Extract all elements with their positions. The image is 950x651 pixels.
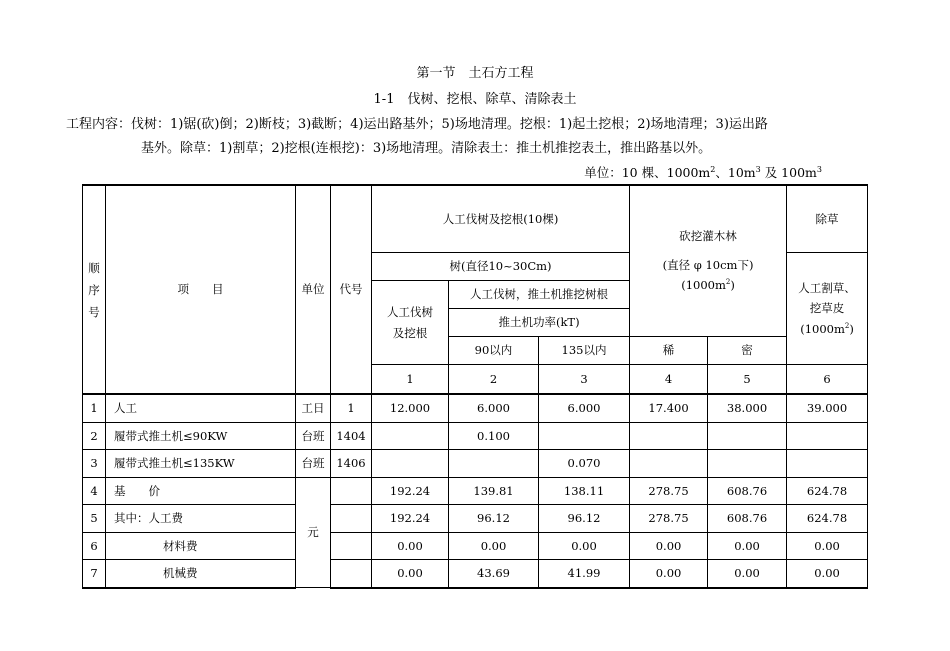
row-value <box>630 422 708 450</box>
row-seq: 2 <box>83 422 106 450</box>
header-group-tree: 人工伐树及挖根(10棵) <box>372 185 630 253</box>
header-manual-dozer: 人工伐树，推土机推挖树根 <box>449 281 630 309</box>
row-value <box>787 422 868 450</box>
row-value <box>708 422 787 450</box>
section-title: 第一节 土石方工程 <box>416 66 534 81</box>
row-value <box>372 450 449 478</box>
row-value: 0.00 <box>372 532 449 560</box>
row-value: 6.000 <box>539 394 630 422</box>
header-tree-size: 树(直径10~30Cm) <box>372 253 630 281</box>
col-number: 4 <box>630 365 708 395</box>
row-value: 0.00 <box>630 560 708 588</box>
row-value: 278.75 <box>630 505 708 533</box>
row-value: 0.00 <box>708 532 787 560</box>
row-value: 6.000 <box>449 394 539 422</box>
row-value: 12.000 <box>372 394 449 422</box>
unit-line: 单位：10 棵、$1000m^2$、$10m^3$ 及 $100m^3$ <box>584 164 822 180</box>
header-dozer-power: 推土机功率(kT) <box>449 309 630 337</box>
row-unit: 台班 <box>296 422 331 450</box>
row-value: 624.78 <box>787 505 868 533</box>
table-row <box>83 532 868 560</box>
row-value: 0.00 <box>708 560 787 588</box>
row-code <box>331 560 372 588</box>
col-number: 6 <box>787 365 868 395</box>
subsection-title: 1-1 伐树、挖根、除草、清除表土 <box>373 92 577 107</box>
header-p135: 135以内 <box>539 337 630 365</box>
row-value <box>372 422 449 450</box>
table-row <box>83 477 868 505</box>
row-value: 41.99 <box>539 560 630 588</box>
row-value: 138.11 <box>539 477 630 505</box>
header-unit: 单位 <box>296 185 331 394</box>
header-weed-sub: 人工割草、 挖草皮 $(1000m^2)$ <box>787 253 868 365</box>
header-sparse: 稀 <box>630 337 708 365</box>
row-value: 278.75 <box>630 477 708 505</box>
row-code <box>331 505 372 533</box>
header-shrub: 砍挖灌木林 (直径 φ 10cm下) $(1000m^2)$ <box>630 185 787 337</box>
row-value: 96.12 <box>449 505 539 533</box>
header-dense: 密 <box>708 337 787 365</box>
row-value: 0.00 <box>372 560 449 588</box>
row-unit: 台班 <box>296 450 331 478</box>
table-row <box>83 505 868 533</box>
row-seq: 3 <box>83 450 106 478</box>
row-value <box>708 450 787 478</box>
row-value: 0.00 <box>630 532 708 560</box>
table-row <box>83 450 868 478</box>
row-code: 1404 <box>331 422 372 450</box>
col-number: 5 <box>708 365 787 395</box>
col-number: 3 <box>539 365 630 395</box>
header-seq: 顺 序 号 <box>83 185 106 394</box>
row-value: 0.100 <box>449 422 539 450</box>
row-value <box>449 450 539 478</box>
header-item: 项 目 <box>106 185 296 394</box>
row-value <box>539 422 630 450</box>
row-value: 0.00 <box>787 560 868 588</box>
row-value: 17.400 <box>630 394 708 422</box>
header-weed: 除草 <box>787 185 868 253</box>
row-value: 38.000 <box>708 394 787 422</box>
row-value: 0.00 <box>539 532 630 560</box>
row-seq: 1 <box>83 394 106 422</box>
row-unit: 工日 <box>296 394 331 422</box>
row-value: 608.76 <box>708 505 787 533</box>
work-content-line-1: 工程内容：伐树：1)锯(砍)倒；2)断枝；3)截断；4)运出路基外；5)场地清理。挖根：1)起土挖根；2)场地清理；3)运出路 <box>66 117 768 132</box>
table-row <box>83 560 868 588</box>
row-code: 1406 <box>331 450 372 478</box>
row-value: 0.00 <box>449 532 539 560</box>
row-code <box>331 532 372 560</box>
row-code: 1 <box>331 394 372 422</box>
row-value: 608.76 <box>708 477 787 505</box>
row-item: 履带式推土机≤135KW <box>106 450 296 478</box>
row-seq: 4 <box>83 477 106 505</box>
row-seq: 6 <box>83 532 106 560</box>
row-code <box>331 477 372 505</box>
row-seq: 7 <box>83 560 106 588</box>
header-p90: 90以内 <box>449 337 539 365</box>
money-unit: 元 <box>296 477 331 588</box>
row-item: 履带式推土机≤90KW <box>106 422 296 450</box>
row-value: 96.12 <box>539 505 630 533</box>
col-number: 1 <box>372 365 449 395</box>
quota-table <box>82 184 868 589</box>
row-value: 0.00 <box>787 532 868 560</box>
row-value <box>787 450 868 478</box>
row-item: 基 价 <box>106 477 296 505</box>
row-value: 0.070 <box>539 450 630 478</box>
col-number: 2 <box>449 365 539 395</box>
row-item: 人工 <box>106 394 296 422</box>
header-manual-fell: 人工伐树 及挖根 <box>372 281 449 365</box>
work-content-line-2: 基外。除草：1)割草；2)挖根(连根挖)：3)场地清理。清除表土：推土机推挖表土，推出路基以外。 <box>141 141 712 156</box>
table-row <box>83 422 868 450</box>
row-value: 139.81 <box>449 477 539 505</box>
row-value: 192.24 <box>372 505 449 533</box>
row-value: 39.000 <box>787 394 868 422</box>
row-value: 624.78 <box>787 477 868 505</box>
row-value <box>630 450 708 478</box>
row-item: 材料费 <box>106 532 296 560</box>
row-value: 192.24 <box>372 477 449 505</box>
header-code: 代号 <box>331 185 372 394</box>
table-row <box>83 394 868 422</box>
row-item: 机械费 <box>106 560 296 588</box>
row-seq: 5 <box>83 505 106 533</box>
row-item: 其中：人工费 <box>106 505 296 533</box>
row-value: 43.69 <box>449 560 539 588</box>
